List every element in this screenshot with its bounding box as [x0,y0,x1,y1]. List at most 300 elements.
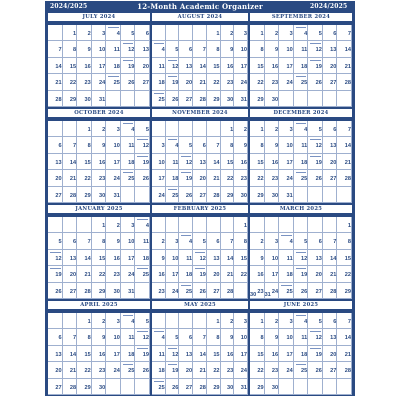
day-number: 12 [199,255,206,262]
day-grid [48,313,150,395]
day-cell[interactable] [121,379,136,395]
day-number: 16 [240,159,247,166]
day-number: 27 [330,80,337,87]
day-number: 20 [330,159,337,166]
day-cell[interactable] [135,379,150,395]
day-number: 14 [55,63,62,70]
day-cell[interactable] [323,379,338,395]
day-number: 30 [113,288,120,295]
day-number: 25 [158,96,165,103]
day-number: 9 [275,335,279,342]
day-number: 23 [158,288,165,295]
day-number: 28 [55,96,62,103]
day-number: 29 [344,288,351,295]
header-year-right: 2024/2025 [310,3,348,10]
day-number: 20 [213,272,220,279]
day-cell[interactable] [294,379,309,395]
day-grid [152,25,248,107]
day-grid [250,25,352,107]
event-mark [181,156,191,157]
day-number: 15 [213,351,220,358]
day-cell[interactable] [308,217,323,233]
day-number: 16 [271,63,279,70]
day-grid [48,217,150,299]
day-number: 6 [58,143,62,150]
day-number: 27 [199,192,206,199]
day-number: 28 [199,96,206,103]
day-number: 29 [257,384,264,391]
day-number: 1 [216,319,220,325]
day-cell[interactable] [337,91,352,107]
day-number: 24 [271,288,279,295]
day-number: 11 [301,143,308,150]
day-number: 15 [69,63,77,70]
event-mark [168,139,178,140]
event-mark [296,252,307,253]
day-number: 17 [286,63,293,70]
day-number: 17 [128,255,135,262]
day-cell[interactable] [308,187,323,203]
day-number: 8 [260,143,264,150]
event-mark [281,235,292,236]
day-number: 1 [260,127,264,133]
day-number: 6 [189,47,193,54]
event-mark [296,76,307,77]
month-panel [48,13,150,107]
event-mark [181,235,191,236]
day-number: 23 [99,176,106,183]
day-number: 5 [145,319,149,325]
day-number: 11 [113,47,120,54]
day-number: 17 [286,159,293,166]
day-number: 4 [131,127,135,133]
day-cell[interactable] [207,217,221,233]
month-title: MARCH 2025 [279,206,323,212]
day-number: 28 [344,80,351,87]
day-cell[interactable] [152,121,166,137]
day-number: 1 [87,319,91,325]
day-cell[interactable] [48,217,63,233]
month-title: AUGUST 2024 [177,14,223,20]
day-cell[interactable] [48,25,63,41]
day-number: 2 [230,319,234,325]
day-number: 6 [318,239,322,246]
day-number: 27 [142,80,149,87]
day-cell[interactable] [337,379,352,395]
day-number: 2 [102,127,106,133]
day-number: 5 [318,319,322,325]
event-mark [310,348,321,349]
day-number: 9 [230,335,234,342]
day-number: 15 [344,255,351,262]
day-cell[interactable] [166,121,180,137]
day-cell[interactable] [234,283,248,299]
day-number: 6 [333,31,337,37]
page-title: 12-Month Academic Organizer [137,2,263,11]
day-cell[interactable] [121,187,136,203]
day-number: 24 [158,192,165,199]
day-number: 14 [227,255,234,262]
day-number: 17 [271,272,279,279]
day-number: 26 [142,368,149,375]
day-number: 2 [161,239,165,246]
day-number: 26 [142,176,149,183]
day-number: 21 [199,80,206,87]
day-number: 13 [185,351,193,358]
day-number: 16 [227,63,234,70]
day-number: 31 [240,384,247,391]
day-number: 10 [113,143,120,150]
day-number: 12 [315,143,322,150]
day-number: 27 [315,288,322,295]
day-number: 9 [102,335,106,342]
day-number: 18 [158,368,165,375]
day-grid [250,313,352,395]
day-cell[interactable] [152,313,166,329]
day-number: 5 [145,127,149,133]
day-cell[interactable] [106,379,121,395]
day-number: 11 [186,255,193,262]
day-cell[interactable] [166,313,180,329]
day-number: 5 [318,31,322,37]
day-number: 25 [113,80,120,87]
day-number: 12 [55,255,62,262]
day-number: 18 [172,176,179,183]
day-number: 27 [185,384,193,391]
day-number: 22 [240,272,247,279]
event-mark [168,189,178,190]
day-number: 23 [271,368,279,375]
day-number: 21 [344,351,351,358]
event-mark [50,252,61,253]
day-number: 30 [250,292,257,298]
day-number: 7 [333,239,337,246]
day-number: 12 [301,255,308,262]
day-number: 28 [344,368,351,375]
day-number: 30 [84,96,91,103]
day-number: 14 [213,159,220,166]
day-number: 18 [142,255,149,262]
day-number: 19 [185,176,193,183]
event-mark [123,123,134,124]
header-year-left: 2024/2025 [50,3,88,10]
day-number: 2 [275,319,279,325]
day-number: 27 [330,368,337,375]
event-mark [123,60,134,61]
day-cell[interactable] [179,121,193,137]
day-number: 13 [330,47,337,54]
day-number: 7 [230,239,234,246]
day-number: 24 [286,368,293,375]
month-panel [152,13,248,107]
event-mark [296,315,307,316]
day-number: 14 [84,255,91,262]
day-cell[interactable] [193,217,207,233]
event-mark [123,315,134,316]
day-number: 28 [227,288,234,295]
day-cell[interactable] [323,217,338,233]
day-number: 9 [102,143,106,150]
day-number: 5 [202,239,206,246]
day-cell[interactable] [265,217,280,233]
day-cell[interactable] [63,217,78,233]
day-number: 30 [240,192,247,199]
day-cell[interactable] [193,313,207,329]
day-number: 24 [99,80,106,87]
day-number: 3 [289,319,293,325]
day-number: 30 [271,192,279,199]
event-mark [108,27,119,28]
day-number: 9 [161,255,165,262]
day-number: 23 [271,176,279,183]
day-cell[interactable] [294,217,309,233]
day-cell[interactable] [135,187,150,203]
day-number: 25 [142,272,149,279]
day-grid [250,217,352,299]
day-number: 25 [128,368,135,375]
day-number: 18 [301,351,308,358]
day-number: 18 [301,63,308,70]
day-number: 16 [99,159,106,166]
day-cell[interactable] [77,217,92,233]
day-number: 28 [69,384,77,391]
day-number: 15 [84,159,91,166]
day-cell[interactable] [207,121,221,137]
day-number: 28 [199,384,206,391]
day-cell[interactable] [294,187,309,203]
day-number: 24 [172,288,179,295]
event-mark [123,364,134,365]
day-number: 11 [286,255,293,262]
day-number: 20 [142,63,149,70]
day-number: 2 [87,31,91,37]
day-number: 18 [113,63,120,70]
day-number: 6 [145,31,149,37]
day-number: 19 [55,272,62,279]
month-panel [48,205,150,299]
day-number: 27 [330,176,337,183]
day-number: 22 [257,368,264,375]
day-number: 16 [158,272,165,279]
day-number: 18 [286,272,293,279]
day-cell[interactable] [63,313,78,329]
day-number: 21 [344,159,351,166]
day-number: 7 [73,335,77,342]
day-grid [152,121,248,203]
day-number: 26 [315,368,322,375]
day-number: 3 [161,143,165,150]
day-number: 2 [275,31,279,37]
day-number: 11 [301,335,308,342]
day-number: 7 [347,31,351,37]
day-cell[interactable] [250,217,265,233]
day-grid [250,121,352,203]
day-cell[interactable] [135,91,150,107]
day-number: 15 [240,255,247,262]
day-number: 19 [301,272,308,279]
day-number: 20 [55,368,62,375]
month-title: DECEMBER 2024 [273,110,329,116]
day-cell[interactable] [166,217,180,233]
day-number: 22 [344,272,351,279]
day-number: 29 [213,384,220,391]
day-number: 9 [230,47,234,54]
day-number: 4 [145,223,149,229]
day-number: 8 [216,335,220,342]
month-panel [152,205,248,299]
day-number: 7 [87,239,91,246]
month-title: SEPTEMBER 2024 [271,14,331,20]
day-cell[interactable] [193,25,207,41]
month-panel [250,13,352,107]
day-number: 11 [128,335,135,342]
day-number: 26 [172,96,179,103]
day-number: 2 [230,31,234,37]
day-number: 20 [315,272,322,279]
day-number: 23 [227,368,234,375]
day-number: 27 [213,288,220,295]
day-number: 13 [199,159,206,166]
day-number: 11 [128,143,135,150]
day-cell[interactable] [179,217,193,233]
month-title: JULY 2024 [82,14,116,20]
day-grid [152,217,248,299]
day-number: 1 [260,31,264,37]
day-number: 10 [113,335,120,342]
day-number: 20 [330,63,337,70]
event-mark [154,381,164,382]
day-number: 9 [87,47,91,54]
day-number: 12 [172,351,179,358]
day-number: 26 [128,80,135,87]
day-cell[interactable] [279,91,294,107]
day-number: 11 [172,159,179,166]
day-number: 8 [243,239,247,246]
day-cell[interactable] [121,91,136,107]
day-number: 20 [69,272,77,279]
day-number: 10 [99,47,106,54]
day-cell[interactable] [308,379,323,395]
event-mark [296,123,307,124]
day-cell[interactable] [337,187,352,203]
day-number: 2 [116,223,120,229]
day-number: 4 [175,143,179,150]
day-number: 31 [264,292,271,298]
day-number: 9 [275,47,279,54]
event-mark [296,172,307,173]
event-mark [123,172,134,173]
event-mark [168,76,178,77]
day-cell[interactable] [63,121,78,137]
day-number: 1 [87,127,91,133]
day-number: 19 [142,159,149,166]
day-number: 20 [55,176,62,183]
day-number: 8 [347,239,351,246]
day-cell[interactable] [179,313,193,329]
month-panel [250,109,352,203]
day-number: 19 [315,63,322,70]
day-cell[interactable] [279,379,294,395]
event-mark [154,93,164,94]
day-cell[interactable] [48,121,63,137]
day-cell[interactable] [166,25,180,41]
day-number: 31 [99,96,106,103]
day-number: 10 [172,255,179,262]
day-cell[interactable] [294,91,309,107]
event-mark [296,364,307,365]
day-number: 20 [199,176,206,183]
day-number: 12 [315,47,322,54]
day-number: 17 [113,351,120,358]
day-number: 23 [240,176,247,183]
day-number: 30 [271,96,279,103]
day-number: 24 [113,176,120,183]
day-number: 14 [344,47,351,54]
day-cell[interactable] [152,25,166,41]
day-number: 1 [216,31,220,37]
day-number: 1 [243,223,247,229]
day-number: 30 [99,384,106,391]
day-cell[interactable] [221,217,235,233]
day-number: 7 [347,319,351,325]
event-mark [137,156,148,157]
month-panel [48,301,150,395]
day-number: 14 [199,63,206,70]
day-number: 26 [301,288,308,295]
day-number: 22 [213,368,220,375]
day-number: 1 [260,319,264,325]
day-number: 23 [271,80,279,87]
day-number: 9 [116,239,120,246]
day-number: 29 [84,192,91,199]
day-number: 25 [286,288,293,295]
day-number: 20 [185,80,193,87]
day-number: 31 [113,192,120,199]
day-cell[interactable] [308,91,323,107]
day-number: 7 [216,143,220,150]
day-grid [152,313,248,395]
day-cell[interactable] [106,91,121,107]
day-number: 10 [286,47,293,54]
day-number: 22 [213,80,220,87]
day-number: 18 [301,159,308,166]
day-number: 13 [315,255,322,262]
day-number: 17 [158,176,165,183]
day-number: 9 [275,143,279,150]
day-number: 28 [84,288,91,295]
day-number: 17 [240,63,247,70]
day-cell[interactable] [279,217,294,233]
day-cell[interactable] [135,283,150,299]
day-number: 5 [304,239,308,246]
day-cell[interactable] [48,313,63,329]
day-number: 21 [330,272,337,279]
event-mark [181,172,191,173]
day-number: 17 [172,272,179,279]
day-number: 28 [213,192,220,199]
day-number: 12 [172,63,179,70]
day-number: 11 [301,47,308,54]
day-cell[interactable] [323,91,338,107]
day-cell[interactable] [323,187,338,203]
day-number: 22 [69,80,77,87]
day-cell[interactable] [179,25,193,41]
month-title: MAY 2025 [184,302,216,308]
day-cell[interactable] [152,217,166,233]
day-number: 8 [87,335,91,342]
day-cell[interactable] [193,121,207,137]
day-number: 3 [102,31,106,37]
